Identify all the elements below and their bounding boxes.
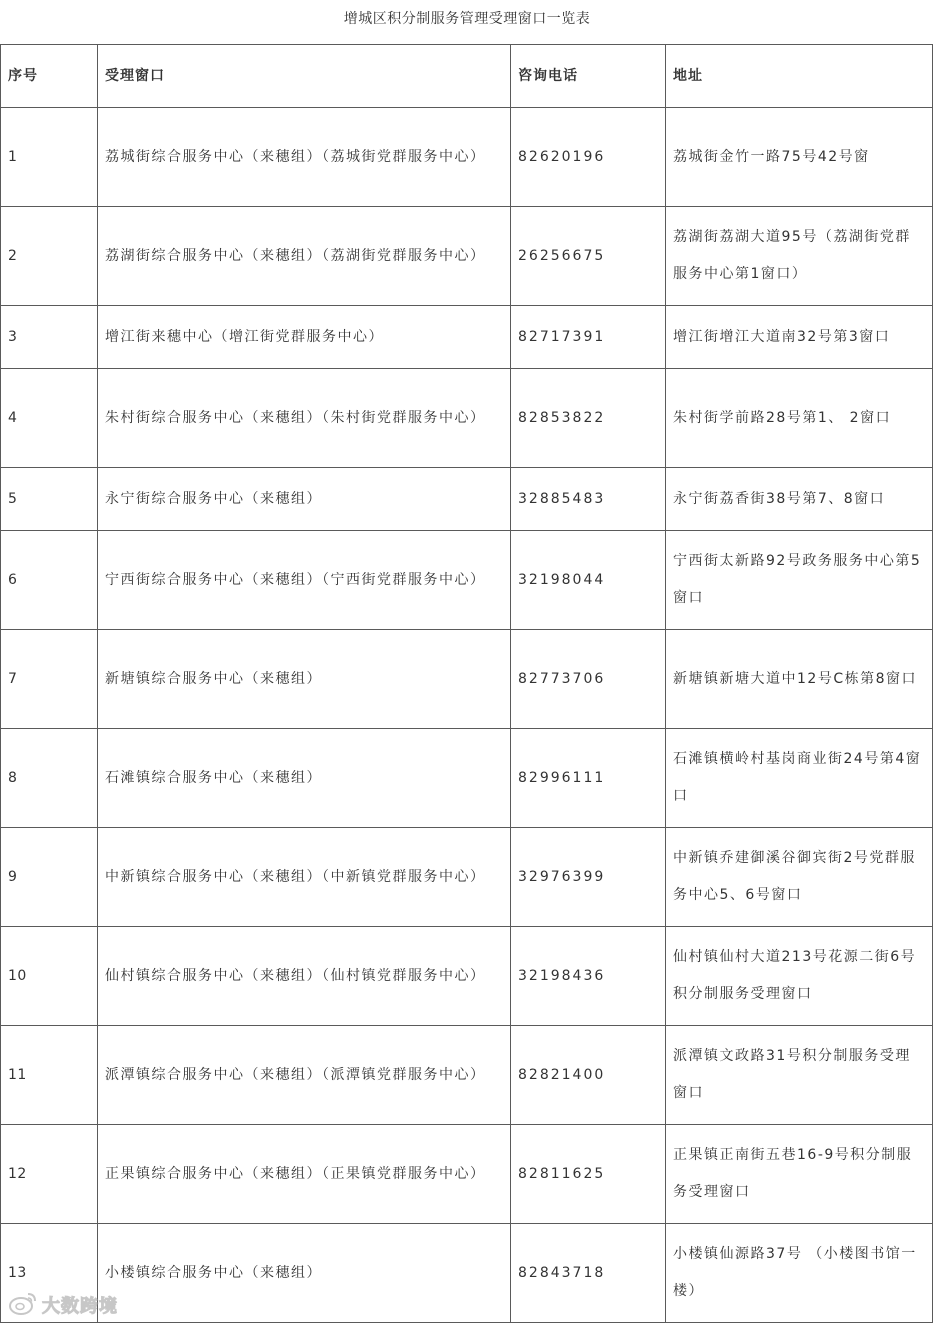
- cell-phone: 82853822: [511, 369, 666, 468]
- cell-phone: 82843718: [511, 1224, 666, 1323]
- cell-serial-no: 1: [1, 108, 98, 207]
- service-window-table: [0, 44, 933, 1323]
- cell-window: 中新镇综合服务中心（来穗组）（中新镇党群服务中心）: [98, 828, 511, 927]
- table-row: [1, 108, 933, 207]
- table-header-row: [1, 45, 933, 108]
- cell-phone: 32885483: [511, 468, 666, 531]
- page-title: 增城区积分制服务管理受理窗口一览表: [343, 11, 591, 27]
- cell-serial-no: 9: [1, 828, 98, 927]
- table-row: [1, 828, 933, 927]
- cell-serial-no: 12: [1, 1125, 98, 1224]
- cell-serial-no: 10: [1, 927, 98, 1026]
- cell-phone: 82717391: [511, 306, 666, 369]
- cell-phone: 32198436: [511, 927, 666, 1026]
- table-row: [1, 306, 933, 369]
- cell-serial-no: 5: [1, 468, 98, 531]
- header-serial-no: 序号: [1, 45, 98, 108]
- cell-serial-no: 4: [1, 369, 98, 468]
- cell-serial-no: 8: [1, 729, 98, 828]
- table-row: [1, 369, 933, 468]
- cell-phone: 82773706: [511, 630, 666, 729]
- cell-window: 荔城街综合服务中心（来穗组）（荔城街党群服务中心）: [98, 108, 511, 207]
- cell-phone: 82996111: [511, 729, 666, 828]
- cell-address: 小楼镇仙源路37号 （小楼图书馆一楼）: [666, 1224, 933, 1323]
- cell-serial-no: 6: [1, 531, 98, 630]
- table-row: [1, 468, 933, 531]
- cell-serial-no: 13: [1, 1224, 98, 1323]
- cell-address: 宁西街太新路92号政务服务中心第5窗口: [666, 531, 933, 630]
- cell-window: 永宁街综合服务中心（来穗组）: [98, 468, 511, 531]
- cell-address: 中新镇乔建御溪谷御宾街2号党群服务中心5、6号窗口: [666, 828, 933, 927]
- cell-window: 派潭镇综合服务中心（来穗组）（派潭镇党群服务中心）: [98, 1026, 511, 1125]
- watermark-text: 大数跨境: [42, 1296, 118, 1317]
- cell-window: 正果镇综合服务中心（来穗组）（正果镇党群服务中心）: [98, 1125, 511, 1224]
- cell-window: 荔湖街综合服务中心（来穗组）（荔湖街党群服务中心）: [98, 207, 511, 306]
- cell-phone: 82821400: [511, 1026, 666, 1125]
- cell-phone: 32198044: [511, 531, 666, 630]
- cell-window: 新塘镇综合服务中心（来穗组）: [98, 630, 511, 729]
- cell-address: 增江街增江大道南32号第3窗口: [666, 306, 933, 369]
- cell-serial-no: 11: [1, 1026, 98, 1125]
- cell-phone: 26256675: [511, 207, 666, 306]
- table-row: [1, 630, 933, 729]
- table-row: [1, 927, 933, 1026]
- cell-address: 荔城街金竹一路75号42号窗: [666, 108, 933, 207]
- header-address: 地址: [666, 45, 933, 108]
- header-window: 受理窗口: [98, 45, 511, 108]
- table-row: [1, 1125, 933, 1224]
- cell-window: 石滩镇综合服务中心（来穗组）: [98, 729, 511, 828]
- cell-phone: 32976399: [511, 828, 666, 927]
- cell-address: 石滩镇横岭村基岗商业街24号第4窗口: [666, 729, 933, 828]
- cell-serial-no: 7: [1, 630, 98, 729]
- cell-window: 朱村街综合服务中心（来穗组）（朱村街党群服务中心）: [98, 369, 511, 468]
- cell-serial-no: 3: [1, 306, 98, 369]
- cell-window: 宁西街综合服务中心（来穗组）（宁西街党群服务中心）: [98, 531, 511, 630]
- cell-window: 小楼镇综合服务中心（来穗组）: [98, 1224, 511, 1323]
- cell-serial-no: 2: [1, 207, 98, 306]
- header-phone: 咨询电话: [511, 45, 666, 108]
- cell-address: 派潭镇文政路31号积分制服务受理窗口: [666, 1026, 933, 1125]
- table-row: [1, 1026, 933, 1125]
- cell-phone: 82811625: [511, 1125, 666, 1224]
- cell-address: 正果镇正南街五巷16-9号积分制服务受理窗口: [666, 1125, 933, 1224]
- cell-address: 仙村镇仙村大道213号花源二街6号积分制服务受理窗口: [666, 927, 933, 1026]
- table-row: [1, 1224, 933, 1323]
- cell-window: 增江街来穗中心（增江街党群服务中心）: [98, 306, 511, 369]
- cell-address: 荔湖街荔湖大道95号（荔湖街党群服务中心第1窗口）: [666, 207, 933, 306]
- cell-phone: 82620196: [511, 108, 666, 207]
- table-row: [1, 531, 933, 630]
- cell-window: 仙村镇综合服务中心（来穗组）（仙村镇党群服务中心）: [98, 927, 511, 1026]
- table-row: [1, 729, 933, 828]
- cell-address: 朱村街学前路28号第1、 2窗口: [666, 369, 933, 468]
- cell-address: 永宁街荔香街38号第7、8窗口: [666, 468, 933, 531]
- cell-address: 新塘镇新塘大道中12号C栋第8窗口: [666, 630, 933, 729]
- table-row: [1, 207, 933, 306]
